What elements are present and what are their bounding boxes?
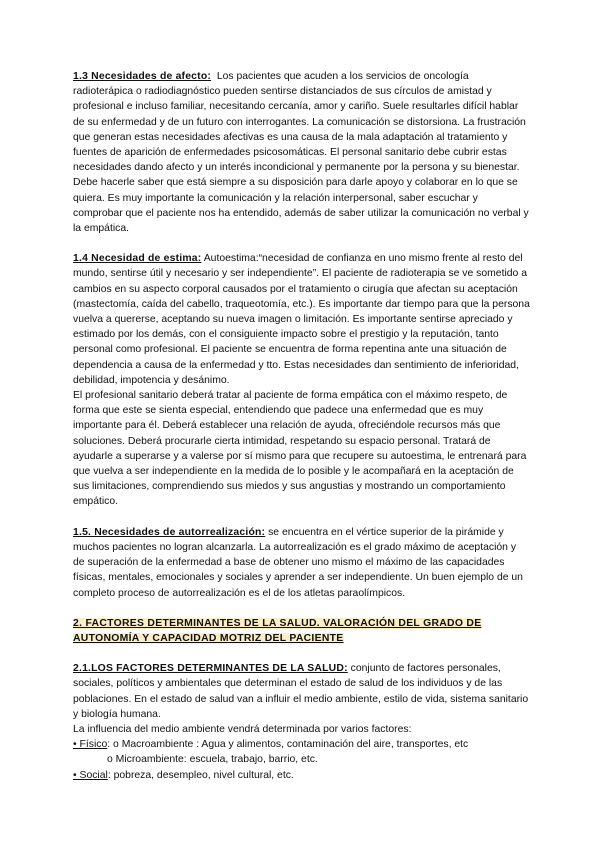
list-text: : pobreza, desempleo, nivel cultural, etc. xyxy=(107,769,294,781)
section-heading: 1.4 Necesidad de estima: xyxy=(73,253,202,265)
paragraph-text: Autoestima:“necesidad de confianza en uno mismo frente al resto del mundo, sentirse útil y necesario y ser independiente”. El paciente de radioterapia se ve sometido a cambios en su aspecto corporal causados por el tratamiento o cirugía que afectan su aceptación (mastectomía, caída del cabello, traqueotomía, etc.). Es importante dar tiempo para que la persona vuelva a quererse, aceptando su nueva imagen o limitación. Es importante sentirse apreciado y estimado por los demás, con el consiguiente impacto sobre el prestigio y la reputación, tanto personal como profesional. El paciente se encuentra de forma repentina ante una situación de dependencia a causa de la enfermedad y tto. Estas necesidades dan sentimiento de inferioridad, debilidad, impotencia y desánimo. xyxy=(73,253,530,386)
paragraph-text: se encuentra en el vértice superior de la pirámide y muchos pacientes no logran alcanzarla. La autorrealización es el grado máximo de aceptación y de superación de la enfermedad a base de obtener uno mismo el máximo de las capacidades físicas, mentales, emocionales y sociales y aprender a ser independiente. Un buen ejemplo de un completo proceso de autorrealización es el de los atletas paraolímpicos. xyxy=(73,526,523,599)
paragraph xyxy=(73,661,530,722)
paragraph: La influencia del medio ambiente vendrá determinada por varios factores: xyxy=(73,723,412,735)
paragraph xyxy=(73,69,530,236)
section-heading: 2.1.LOS FACTORES DETERMINANTES DE LA SALUD: xyxy=(73,663,348,675)
chapter-heading-line: 2. FACTORES DETERMINANTES DE LA SALUD. VALORACIÓN DEL GRADO DE xyxy=(73,617,482,629)
list-label: • Social xyxy=(73,769,108,781)
chapter-heading-line: AUTONOMÍA Y CAPACIDAD MOTRIZ DEL PACIENTE xyxy=(73,632,344,644)
list-subitem: o Microambiente: escuela, trabajo, barrio, etc. xyxy=(107,754,318,766)
chapter-heading xyxy=(73,616,530,646)
list-item xyxy=(73,737,530,752)
list-text: : o Macroambiente : Agua y alimentos, contaminación del aire, transportes, etc xyxy=(107,739,469,751)
section-1-5 xyxy=(73,525,530,601)
paragraph: El profesional sanitario deberá tratar al paciente de forma empática con el máximo respeto, de forma que este se sienta especial, entendiendo que padece una enfermedad que es muy importante para él. Deberá establecer una relación de ayuda, ofreciéndole recursos más que soluciones. Deberá procurarle cierta intimidad, respetando su espacio personal. Tratará de ayudarle a superarse y a valerse por sí mismo para que recupere su autoestima, le entrenará para que vuelva a ser independiente en la medida de lo posible y le acompañará en la aceptación de sus limitaciones, comprendiendo sus miedos y sus angustias y mostrando un comportamiento empático. xyxy=(73,390,527,508)
list-item xyxy=(73,768,530,783)
section-2-1 xyxy=(73,661,530,783)
paragraph-text: conjunto de factores personales, sociales, políticos y ambientales que determinan el estado de salud de los individuos y de las poblaciones. En el estado de salud van a influir el medio ambiente, estilo de vida, sistema sanitario y biología humana. xyxy=(73,663,529,720)
paragraph-text: Los pacientes que acuden a los servicios de oncología radioterápica o radiodiagnóstico pueden sentirse distanciados de sus círculos de amistad y profesional e incluso familiar, necesitando cercanía, amor y cariño. Suele resultarles difícil hablar de su enfermedad y de un futuro con interrogantes. La comunicación se distorsiona. La frustración que generan estas necesidades afectivas es una causa de la mala adaptación al tratamiento y fuentes de aparición de enfermedades psicosomáticas. El personal sanitario debe cubrir estas necesidades dando afecto y un interés incondicional y permanente por la persona y su bienestar. Debe hacerle saber que está siempre a su disposición para darle apoyo y colaborar en lo que se quiera. Es muy importante la comunicación y la relación interpersonal, saber escuchar y comprobar que el paciente nos ha entendido, además de saber utilizar la comunicación no verbal y la empática. xyxy=(73,71,529,235)
list-label: • Físico xyxy=(73,739,108,751)
section-1-3 xyxy=(73,69,530,236)
section-1-4 xyxy=(73,251,530,509)
paragraph xyxy=(73,525,530,601)
section-heading: 1.3 Necesidades de afecto: xyxy=(73,71,212,82)
section-heading: 1.5. Necesidades de autorrealización: xyxy=(73,526,266,538)
paragraph xyxy=(73,251,530,388)
